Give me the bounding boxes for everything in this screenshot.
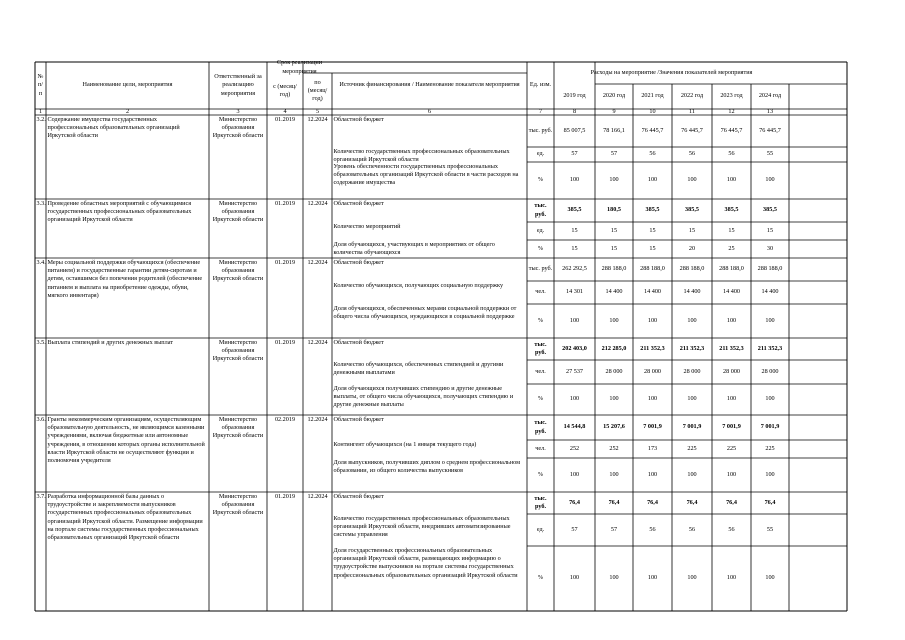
indicator-value: 20 — [688, 244, 696, 252]
indicator-value: 7 001,9 — [760, 423, 780, 431]
indicator-value: 57 — [610, 150, 618, 158]
indicator-value: 76,4 — [726, 498, 737, 506]
indicator-value: 385,5 — [567, 206, 582, 214]
indicator-text: Доля выпускников, получивших диплом о среднем профессиональном образовании, из общего количества выпускников — [333, 459, 522, 475]
indicator-value: 385,5 — [763, 206, 777, 214]
row-responsible: Министерство образования Иркутской области — [212, 259, 264, 283]
indicator-value: 100 — [609, 395, 619, 403]
indicator-value: 202 403,0 — [562, 344, 587, 352]
indicator-text: Доля обучающихся, участвующих в мероприятиях от общего количества обучающихся — [333, 241, 497, 257]
indicator-value: 14 400 — [683, 288, 701, 296]
indicator-unit: тыс. руб. — [534, 202, 549, 218]
header-num: № п/п — [37, 73, 45, 97]
header-year: 2020 год — [602, 92, 626, 100]
indicator-value: 100 — [569, 470, 580, 478]
row-number: 3.5. — [36, 339, 46, 346]
indicator-text: Контингент обучающихся (на 1 января текущего года) — [333, 441, 477, 448]
indicator-value: 85 007,5 — [563, 126, 586, 134]
indicator-value: 212 285,0 — [601, 344, 627, 352]
indicator-text: Количество государственных профессиональных образовательных организаций Иркутской области — [333, 148, 512, 164]
indicator-value: 15 — [610, 244, 618, 252]
indicator-value: 30 — [766, 244, 774, 252]
indicator-value: 173 — [647, 444, 658, 452]
row-to: 12.2024 — [307, 259, 328, 266]
row-number: 3.6. — [36, 416, 46, 423]
indicator-unit: тыс. руб. — [528, 126, 553, 134]
indicator-value: 14 544,8 — [563, 423, 586, 431]
indicator-value: 100 — [726, 470, 737, 478]
header-to: по (месяц/ год) — [307, 78, 329, 103]
row-name: Разработка информационной базы данных о трудоустройстве и закрепляемости выпускников государственных профессиональных образовательных организаций Иркутской области. Размещение информации на портале системы государственных профессиональных образовательных организаций Иркутской области — [47, 493, 205, 542]
column-number: 3 — [236, 107, 240, 115]
indicator-value: 56 — [649, 150, 656, 158]
header-year: 2019 год — [563, 92, 586, 100]
indicator-value: 28 000 — [722, 367, 740, 375]
indicator-unit: ед. — [536, 226, 545, 234]
indicator-value: 100 — [726, 316, 737, 324]
indicator-unit: ед. — [536, 150, 545, 158]
indicator-value: 56 — [649, 525, 656, 533]
indicator-text: Областной бюджет — [333, 416, 384, 423]
indicator-value: 28 000 — [605, 367, 623, 375]
row-name: Проведение областных мероприятий с обучающимися государственных профессиональных образовательных организаций Иркутской области — [47, 200, 193, 224]
indicator-value: 56 — [688, 525, 696, 533]
row-to: 12.2024 — [307, 416, 328, 423]
indicator-unit: тыс. руб. — [534, 494, 549, 510]
indicator-value: 15 — [649, 226, 656, 234]
indicator-unit: % — [537, 244, 544, 252]
indicator-value: 57 — [610, 525, 618, 533]
row-from: 01.2019 — [274, 200, 296, 207]
row-name: Содержание имущества государственных профессиональных образовательных организаций Иркутской области — [47, 116, 182, 140]
indicator-unit: чел. — [535, 444, 546, 452]
header-year: 2021 год — [641, 92, 664, 100]
indicator-text: Областной бюджет — [333, 493, 384, 500]
indicator-value: 100 — [765, 395, 775, 403]
indicator-value: 100 — [765, 470, 775, 478]
indicator-value: 211 352,3 — [679, 344, 705, 352]
indicator-value: 100 — [687, 470, 697, 478]
indicator-value: 7 001,9 — [682, 423, 702, 431]
indicator-value: 100 — [609, 470, 619, 478]
indicator-unit: чел. — [535, 367, 546, 375]
indicator-unit: % — [537, 176, 544, 184]
indicator-value: 288 188,0 — [719, 265, 744, 273]
indicator-value: 14 400 — [643, 288, 661, 296]
header-year: 2024 год — [758, 92, 782, 100]
indicator-value: 211 352,3 — [640, 344, 665, 352]
indicator-value: 57 — [571, 525, 578, 533]
row-responsible: Министерство образования Иркутской области — [212, 339, 264, 363]
row-name: Меры социальной поддержки обучающихся (обеспечение питанием) и государственные гарантии детям-сиротам и детям, оставшимся без попечения родителей (обеспечение питанием и выплата на приобретение одежды, обуви, мягкого инвентаря) — [47, 259, 204, 299]
indicator-value: 100 — [765, 176, 775, 184]
indicator-value: 100 — [609, 574, 619, 582]
indicator-unit: тыс. руб. — [534, 419, 549, 435]
column-number: 6 — [427, 107, 432, 115]
row-responsible: Министерство образования Иркутской области — [212, 416, 264, 440]
indicator-value: 262 292,5 — [562, 265, 587, 273]
column-number: 2 — [125, 107, 130, 115]
indicator-value: 7 001,9 — [722, 423, 741, 431]
indicator-value: 15 — [571, 226, 578, 234]
indicator-value: 76,4 — [686, 498, 698, 506]
indicator-value: 76 445,7 — [720, 126, 743, 134]
indicator-unit: ед. — [536, 525, 545, 533]
indicator-value: 100 — [647, 470, 658, 478]
indicator-value: 76,4 — [647, 498, 658, 506]
indicator-value: 100 — [687, 574, 697, 582]
indicator-value: 76,4 — [764, 498, 776, 506]
indicator-value: 76 445,7 — [681, 126, 703, 134]
indicator-value: 100 — [647, 395, 658, 403]
row-number: 3.2. — [36, 116, 46, 123]
indicator-value: 252 — [609, 444, 619, 452]
indicator-value: 25 — [728, 244, 735, 252]
column-number: 7 — [538, 107, 543, 115]
indicator-value: 100 — [569, 316, 580, 324]
indicator-value: 100 — [569, 574, 580, 582]
indicator-value: 180,5 — [607, 206, 621, 214]
column-number: 10 — [649, 107, 656, 115]
column-number: 8 — [572, 107, 577, 115]
indicator-text: Количество государственных профессиональных образовательных организаций Иркутской области, внедривших автоматизированные системы управления — [333, 515, 513, 539]
column-number: 1 — [38, 107, 43, 115]
header-expenses: Расходы на мероприятие /Значения показателей мероприятия — [590, 68, 753, 76]
row-from: 01.2019 — [274, 259, 296, 266]
indicator-value: 288 188,0 — [757, 265, 783, 273]
indicator-text: Доля обучающихся получивших стипендию и другие денежные выплаты, от общего числа обучающихся, получающих стипендию и другие денежные выплаты — [333, 385, 515, 409]
indicator-unit: тыс. руб. — [534, 340, 549, 356]
indicator-unit: % — [537, 470, 544, 478]
indicator-value: 225 — [726, 444, 737, 452]
indicator-value: 385,5 — [645, 206, 660, 214]
indicator-value: 28 000 — [643, 367, 661, 375]
indicator-value: 225 — [765, 444, 775, 452]
row-name: Гранты некоммерческим организациям, осуществляющим образовательную деятельность, не являющимся казенными учреждениями, включая бюджетные или автономные учреждения, в отношении которых органы исполнительной власти Иркутской области не осуществляют функции и полномочия учредителя — [47, 416, 207, 465]
indicator-value: 385,5 — [685, 206, 699, 214]
indicator-value: 7 001,9 — [643, 423, 662, 431]
indicator-value: 100 — [687, 176, 697, 184]
indicator-value: 76,4 — [608, 498, 620, 506]
indicator-value: 57 — [571, 150, 578, 158]
indicator-value: 225 — [687, 444, 697, 452]
row-to: 12.2024 — [307, 339, 328, 346]
indicator-value: 252 — [569, 444, 580, 452]
row-to: 12.2024 — [307, 200, 328, 207]
indicator-value: 15 — [688, 226, 696, 234]
row-number: 3.4. — [36, 259, 46, 266]
header-from: с (месяц/ год) — [273, 82, 299, 98]
indicator-value: 211 352,3 — [757, 344, 783, 352]
indicator-unit: чел. — [535, 288, 546, 296]
indicator-unit: тыс. руб. — [528, 265, 553, 273]
column-number: 12 — [728, 107, 735, 115]
indicator-text: Количество обучающихся, обеспеченных стипендией и другими денежными выплатами — [333, 361, 505, 377]
indicator-value: 100 — [647, 316, 658, 324]
indicator-value: 100 — [726, 395, 737, 403]
indicator-value: 15 — [728, 226, 735, 234]
indicator-value: 100 — [569, 176, 580, 184]
row-from: 01.2019 — [274, 339, 296, 346]
header-name: Наименование цели, мероприятия — [82, 81, 173, 89]
indicator-value: 76 445,7 — [641, 126, 664, 134]
indicator-text: Количество мероприятий — [333, 223, 401, 230]
indicator-value: 15 — [571, 244, 578, 252]
row-to: 12.2024 — [307, 493, 328, 500]
header-year: 2022 год — [680, 92, 704, 100]
header-term: Срок реализации мероприятия — [276, 59, 324, 75]
indicator-value: 14 400 — [722, 288, 740, 296]
row-from: 01.2019 — [274, 493, 296, 500]
indicator-value: 76,4 — [569, 498, 580, 506]
row-from: 02.2019 — [274, 416, 296, 423]
indicator-value: 15 — [610, 226, 618, 234]
indicator-text: Количество обучающихся, получающих социальную поддержку — [333, 282, 504, 289]
indicator-unit: % — [537, 574, 544, 582]
indicator-value: 55 — [766, 150, 774, 158]
indicator-text: Областной бюджет — [333, 116, 384, 123]
indicator-value: 100 — [647, 574, 658, 582]
indicator-value: 211 352,3 — [719, 344, 744, 352]
indicator-text: Областной бюджет — [333, 259, 384, 266]
row-to: 12.2024 — [307, 116, 328, 123]
column-number: 13 — [766, 107, 774, 115]
row-responsible: Министерство образования Иркутской области — [212, 200, 264, 224]
indicator-value: 14 400 — [761, 288, 779, 296]
indicator-value: 100 — [569, 395, 580, 403]
indicator-text: Областной бюджет — [333, 339, 384, 346]
indicator-value: 28 000 — [683, 367, 701, 375]
indicator-text: Доля государственных профессиональных образовательных организаций Иркутской области, размещающих информацию о трудоустройстве выпускников на портале системы государственных профессиональных образовательных организаций Иркутской области — [333, 547, 518, 579]
indicator-value: 288 188,0 — [601, 265, 627, 273]
indicator-value: 15 207,6 — [603, 423, 625, 431]
row-responsible: Министерство образования Иркутской области — [212, 493, 264, 517]
indicator-text: Уровень обеспеченности государственных профессиональных образовательных организаций Иркутской области в части расходов на содержание имущества — [333, 163, 520, 187]
budget-table — [35, 59, 847, 611]
column-number: 4 — [283, 107, 287, 115]
indicator-text: Доля обучающихся, обеспеченных мерами социальной поддержки от общего числа обучающихся, нуждающихся в социальной поддержке — [333, 305, 518, 321]
indicator-value: 100 — [687, 395, 697, 403]
header-source: Источник финансирования / Наименование показателя мероприятия — [339, 81, 520, 89]
indicator-value: 385,5 — [724, 206, 739, 214]
indicator-unit: % — [537, 316, 544, 324]
row-from: 01.2019 — [274, 116, 296, 123]
indicator-value: 76 445,7 — [759, 126, 781, 134]
indicator-text: Областной бюджет — [333, 200, 384, 207]
indicator-value: 56 — [728, 525, 735, 533]
indicator-value: 56 — [728, 150, 735, 158]
indicator-value: 78 166,1 — [603, 126, 625, 134]
indicator-value: 100 — [647, 176, 658, 184]
header-unit: Ед. изм. — [529, 81, 552, 89]
column-number: 5 — [315, 107, 320, 115]
indicator-value: 55 — [766, 525, 774, 533]
indicator-value: 14 400 — [605, 288, 623, 296]
row-number: 3.3. — [36, 200, 46, 207]
indicator-value: 100 — [765, 574, 775, 582]
indicator-value: 14 301 — [565, 288, 583, 296]
indicator-value: 15 — [766, 226, 774, 234]
indicator-value: 288 188,0 — [679, 265, 705, 273]
indicator-value: 56 — [688, 150, 696, 158]
indicator-value: 100 — [687, 316, 697, 324]
column-number: 9 — [612, 107, 616, 115]
indicator-value: 100 — [726, 176, 737, 184]
indicator-value: 100 — [609, 176, 619, 184]
indicator-value: 27 537 — [565, 367, 583, 375]
header-responsible: Ответственный за реализацию мероприятия — [214, 73, 264, 97]
indicator-value: 15 — [649, 244, 656, 252]
header-year: 2023 год — [720, 92, 743, 100]
row-number: 3.7. — [36, 493, 46, 500]
indicator-unit: % — [537, 395, 544, 403]
indicator-value: 288 188,0 — [640, 265, 665, 273]
column-number: 11 — [689, 107, 695, 115]
indicator-value: 100 — [726, 574, 737, 582]
indicator-value: 28 000 — [761, 367, 779, 375]
row-name: Выплата стипендий и других денежных выплат — [47, 339, 173, 346]
indicator-value: 100 — [765, 316, 775, 324]
indicator-value: 100 — [609, 316, 619, 324]
row-responsible: Министерство образования Иркутской области — [212, 116, 264, 140]
